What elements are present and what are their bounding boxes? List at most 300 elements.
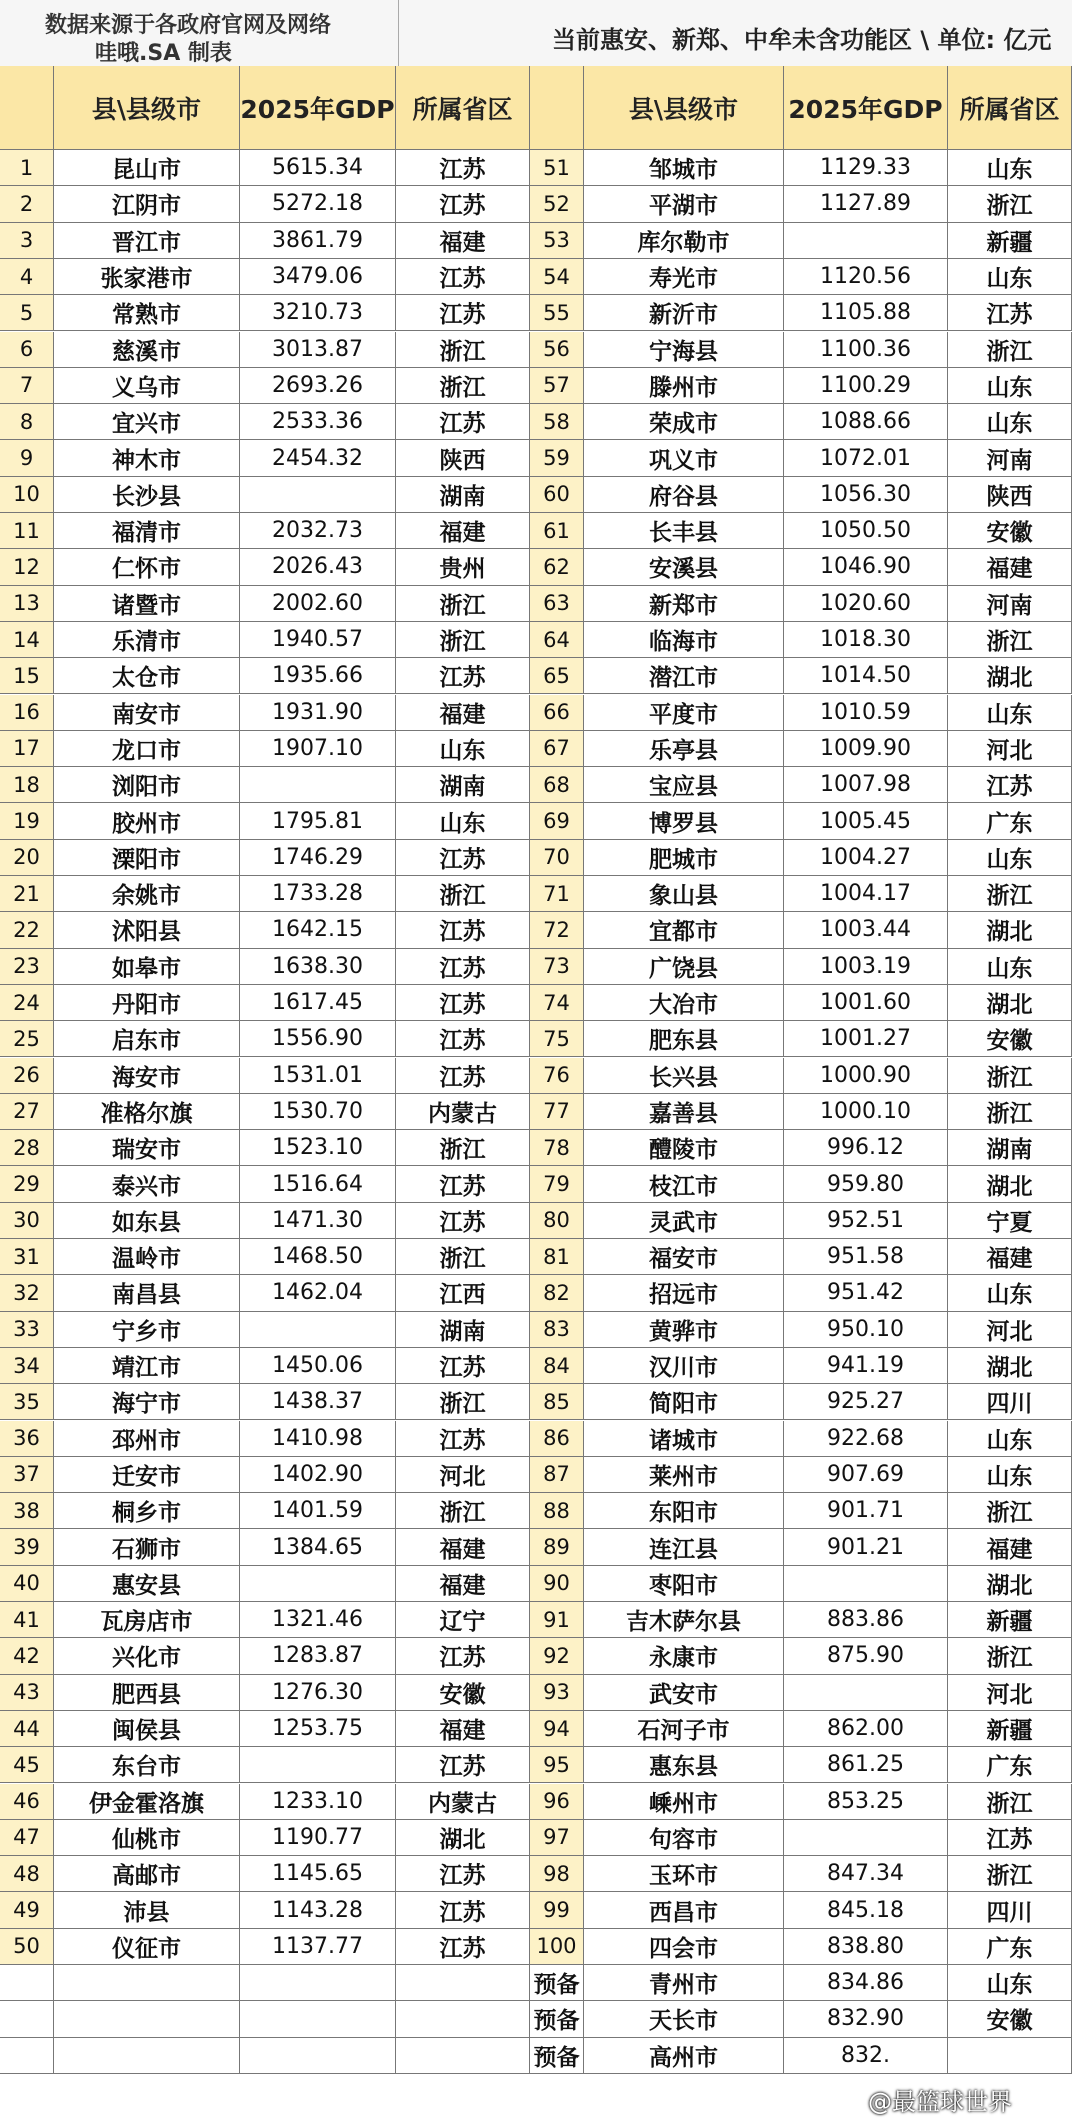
gdp-value-cell: 1137.77 [240, 1929, 396, 1965]
county-name-cell: 义乌市 [54, 368, 240, 404]
rank-cell: 66 [530, 695, 584, 731]
source-note: 数据来源于各政府官网及网络 [45, 13, 332, 38]
empty-cell [240, 2001, 396, 2037]
rank-cell: 69 [530, 803, 584, 839]
county-name-cell: 邹城市 [584, 150, 784, 186]
rank-cell: 4 [0, 259, 54, 295]
county-name-cell: 如东县 [54, 1203, 240, 1239]
county-name-cell: 沛县 [54, 1892, 240, 1928]
county-name-cell: 博罗县 [584, 803, 784, 839]
county-name-cell: 嵊州市 [584, 1784, 784, 1820]
rank-cell: 71 [530, 876, 584, 912]
rank-cell: 40 [0, 1566, 54, 1602]
province-cell: 浙江 [396, 1239, 530, 1275]
empty-cell [0, 2038, 54, 2074]
province-cell: 湖北 [948, 985, 1072, 1021]
gdp-value-cell: 875.90 [784, 1638, 948, 1674]
county-name-cell: 永康市 [584, 1638, 784, 1674]
county-name-cell: 邳州市 [54, 1421, 240, 1457]
province-cell: 浙江 [948, 186, 1072, 222]
gdp-value-cell: 2454.32 [240, 440, 396, 476]
rank-cell: 87 [530, 1457, 584, 1493]
province-cell: 湖北 [948, 1566, 1072, 1602]
gdp-value-cell: 1009.90 [784, 731, 948, 767]
province-cell: 江苏 [396, 1856, 530, 1892]
province-cell: 安徽 [948, 1021, 1072, 1057]
gdp-value-cell: 1004.27 [784, 840, 948, 876]
rank-cell: 94 [530, 1711, 584, 1747]
county-name-cell: 黄骅市 [584, 1312, 784, 1348]
rank-cell: 96 [530, 1784, 584, 1820]
county-name-cell: 宁乡市 [54, 1312, 240, 1348]
province-cell: 四川 [948, 1892, 1072, 1928]
gdp-value-cell: 1190.77 [240, 1820, 396, 1856]
county-name-cell: 伊金霍洛旗 [54, 1784, 240, 1820]
province-cell: 内蒙古 [396, 1784, 530, 1820]
province-cell: 山东 [948, 259, 1072, 295]
province-cell: 福建 [396, 1529, 530, 1565]
county-name-cell: 武安市 [584, 1675, 784, 1711]
gdp-value-cell: 1018.30 [784, 622, 948, 658]
rank-cell: 80 [530, 1203, 584, 1239]
gdp-value-cell: 853.25 [784, 1784, 948, 1820]
province-cell: 江苏 [396, 985, 530, 1021]
county-name-cell: 肥西县 [54, 1675, 240, 1711]
rank-cell: 57 [530, 368, 584, 404]
rank-cell: 18 [0, 767, 54, 803]
gdp-value-cell: 861.25 [784, 1747, 948, 1783]
province-cell: 湖北 [948, 912, 1072, 948]
gdp-value-cell: 1072.01 [784, 440, 948, 476]
rank-cell: 72 [530, 912, 584, 948]
county-name-cell: 长丰县 [584, 513, 784, 549]
county-name-cell: 汉川市 [584, 1348, 784, 1384]
county-name-cell: 连江县 [584, 1529, 784, 1565]
rank-cell: 81 [530, 1239, 584, 1275]
province-cell: 新疆 [948, 223, 1072, 259]
province-cell: 湖北 [948, 1166, 1072, 1202]
gdp-value-cell [784, 1820, 948, 1856]
rank-cell: 79 [530, 1166, 584, 1202]
rank-cell: 100 [530, 1929, 584, 1965]
county-name-cell: 乐清市 [54, 622, 240, 658]
county-name-cell: 石河子市 [584, 1711, 784, 1747]
rank-cell: 99 [530, 1892, 584, 1928]
province-cell: 浙江 [948, 1058, 1072, 1094]
rank-cell: 45 [0, 1747, 54, 1783]
rank-cell: 24 [0, 985, 54, 1021]
province-cell: 湖南 [948, 1130, 1072, 1166]
province-cell: 湖北 [948, 658, 1072, 694]
province-cell: 山东 [396, 731, 530, 767]
gdp-value-cell: 1638.30 [240, 949, 396, 985]
county-name-cell: 寿光市 [584, 259, 784, 295]
county-name-cell: 高州市 [584, 2038, 784, 2074]
rank-cell: 82 [530, 1275, 584, 1311]
gdp-value-cell [240, 1566, 396, 1602]
rank-cell: 95 [530, 1747, 584, 1783]
province-cell: 辽宁 [396, 1602, 530, 1638]
gdp-value-cell: 1935.66 [240, 658, 396, 694]
province-cell: 浙江 [396, 1130, 530, 1166]
rank-cell: 38 [0, 1493, 54, 1529]
rank-cell: 70 [530, 840, 584, 876]
rank-cell: 39 [0, 1529, 54, 1565]
rank-cell: 8 [0, 404, 54, 440]
county-name-cell: 福清市 [54, 513, 240, 549]
gdp-value-cell: 1003.19 [784, 949, 948, 985]
county-name-cell: 灵武市 [584, 1203, 784, 1239]
county-name-cell: 瓦房店市 [54, 1602, 240, 1638]
gdp-value-cell: 1100.36 [784, 332, 948, 368]
rank-cell: 5 [0, 295, 54, 331]
province-cell: 江苏 [396, 1929, 530, 1965]
county-name-cell: 石狮市 [54, 1529, 240, 1565]
rank-cell: 76 [530, 1058, 584, 1094]
province-cell: 江苏 [396, 295, 530, 331]
province-cell: 江苏 [948, 1820, 1072, 1856]
rank-cell: 91 [530, 1602, 584, 1638]
county-name-cell: 如皋市 [54, 949, 240, 985]
rank-cell: 59 [530, 440, 584, 476]
province-cell: 江苏 [396, 186, 530, 222]
county-name-cell: 天长市 [584, 2001, 784, 2037]
rank-cell: 17 [0, 731, 54, 767]
gdp-value-cell: 3210.73 [240, 295, 396, 331]
province-cell: 河北 [948, 1312, 1072, 1348]
county-name-cell: 吉木萨尔县 [584, 1602, 784, 1638]
header-province-cell: 所属省区 [396, 66, 530, 150]
rank-cell: 53 [530, 223, 584, 259]
county-name-cell: 巩义市 [584, 440, 784, 476]
gdp-value-cell: 1143.28 [240, 1892, 396, 1928]
county-name-cell: 南安市 [54, 695, 240, 731]
rank-cell: 46 [0, 1784, 54, 1820]
gdp-value-cell: 1233.10 [240, 1784, 396, 1820]
rank-cell: 37 [0, 1457, 54, 1493]
county-name-cell: 府谷县 [584, 477, 784, 513]
gdp-value-cell: 1556.90 [240, 1021, 396, 1057]
county-name-cell: 东阳市 [584, 1493, 784, 1529]
rank-cell: 58 [530, 404, 584, 440]
rank-cell: 89 [530, 1529, 584, 1565]
province-cell: 江苏 [396, 1892, 530, 1928]
header-index-cell [0, 66, 54, 150]
gdp-value-cell: 922.68 [784, 1421, 948, 1457]
rank-cell: 61 [530, 513, 584, 549]
province-cell: 湖南 [396, 477, 530, 513]
province-cell: 福建 [396, 695, 530, 731]
gdp-value-cell: 901.71 [784, 1493, 948, 1529]
gdp-value-cell: 1046.90 [784, 549, 948, 585]
rank-cell: 7 [0, 368, 54, 404]
county-name-cell: 海安市 [54, 1058, 240, 1094]
rank-cell: 35 [0, 1384, 54, 1420]
rank-cell: 60 [530, 477, 584, 513]
province-cell: 陕西 [948, 477, 1072, 513]
county-name-cell: 启东市 [54, 1021, 240, 1057]
county-name-cell: 高邮市 [54, 1856, 240, 1892]
rank-cell: 6 [0, 332, 54, 368]
rank-cell: 2 [0, 186, 54, 222]
rank-cell: 3 [0, 223, 54, 259]
rank-cell: 56 [530, 332, 584, 368]
gdp-value-cell: 1530.70 [240, 1094, 396, 1130]
gdp-value-cell [784, 223, 948, 259]
county-name-cell: 滕州市 [584, 368, 784, 404]
county-name-cell: 仁怀市 [54, 549, 240, 585]
rank-cell: 63 [530, 586, 584, 622]
province-cell: 江苏 [396, 1058, 530, 1094]
county-name-cell: 常熟市 [54, 295, 240, 331]
rank-cell: 13 [0, 586, 54, 622]
gdp-value-cell: 1253.75 [240, 1711, 396, 1747]
empty-cell [396, 2038, 530, 2074]
province-cell: 福建 [948, 1529, 1072, 1565]
rank-cell: 47 [0, 1820, 54, 1856]
rank-cell: 9 [0, 440, 54, 476]
province-cell: 江苏 [396, 1203, 530, 1239]
province-cell: 山东 [396, 803, 530, 839]
province-cell: 浙江 [948, 332, 1072, 368]
gdp-value-cell: 1462.04 [240, 1275, 396, 1311]
gdp-value-cell: 5272.18 [240, 186, 396, 222]
rank-cell: 93 [530, 1675, 584, 1711]
county-name-cell: 简阳市 [584, 1384, 784, 1420]
rank-cell: 16 [0, 695, 54, 731]
province-cell: 浙江 [948, 1856, 1072, 1892]
province-cell: 浙江 [396, 876, 530, 912]
gdp-value-cell: 959.80 [784, 1166, 948, 1202]
province-cell: 安徽 [396, 1675, 530, 1711]
province-cell: 广东 [948, 803, 1072, 839]
gdp-value-cell: 1384.65 [240, 1529, 396, 1565]
gdp-value-cell: 1000.10 [784, 1094, 948, 1130]
rank-cell: 83 [530, 1312, 584, 1348]
header-name-cell: 县\县级市 [584, 66, 784, 150]
province-cell: 湖南 [396, 767, 530, 803]
province-cell: 山东 [948, 840, 1072, 876]
province-cell: 江苏 [396, 949, 530, 985]
rank-cell: 84 [530, 1348, 584, 1384]
county-name-cell: 宝应县 [584, 767, 784, 803]
gdp-value-cell: 832. [784, 2038, 948, 2074]
province-cell: 浙江 [396, 1493, 530, 1529]
province-cell: 山东 [948, 695, 1072, 731]
gdp-value-cell: 2533.36 [240, 404, 396, 440]
gdp-value-cell: 907.69 [784, 1457, 948, 1493]
county-name-cell: 仪征市 [54, 1929, 240, 1965]
county-name-cell: 大冶市 [584, 985, 784, 1021]
gdp-value-cell: 1145.65 [240, 1856, 396, 1892]
province-cell: 山东 [948, 368, 1072, 404]
province-cell: 福建 [396, 513, 530, 549]
province-cell: 新疆 [948, 1711, 1072, 1747]
gdp-value-cell: 3013.87 [240, 332, 396, 368]
gdp-value-cell: 1471.30 [240, 1203, 396, 1239]
province-cell [948, 2038, 1072, 2074]
rank-cell: 88 [530, 1493, 584, 1529]
county-name-cell: 肥城市 [584, 840, 784, 876]
province-cell: 浙江 [396, 586, 530, 622]
rank-cell: 50 [0, 1929, 54, 1965]
gdp-value-cell: 1438.37 [240, 1384, 396, 1420]
province-cell: 江苏 [396, 259, 530, 295]
county-name-cell: 肥东县 [584, 1021, 784, 1057]
rank-cell: 68 [530, 767, 584, 803]
province-cell: 浙江 [948, 1094, 1072, 1130]
gdp-value-cell: 2002.60 [240, 586, 396, 622]
empty-cell [396, 1965, 530, 2001]
county-name-cell: 宜都市 [584, 912, 784, 948]
county-name-cell: 醴陵市 [584, 1130, 784, 1166]
gdp-value-cell: 1907.10 [240, 731, 396, 767]
rank-cell: 51 [530, 150, 584, 186]
gdp-value-cell: 1733.28 [240, 876, 396, 912]
rank-cell: 30 [0, 1203, 54, 1239]
gdp-value-cell: 1010.59 [784, 695, 948, 731]
gdp-value-cell: 847.34 [784, 1856, 948, 1892]
province-cell: 贵州 [396, 549, 530, 585]
gdp-value-cell: 1127.89 [784, 186, 948, 222]
rank-cell: 27 [0, 1094, 54, 1130]
rank-cell: 52 [530, 186, 584, 222]
gdp-value-cell: 1617.45 [240, 985, 396, 1021]
rank-cell: 74 [530, 985, 584, 1021]
province-cell: 江西 [396, 1275, 530, 1311]
county-name-cell: 海宁市 [54, 1384, 240, 1420]
county-name-cell: 惠安县 [54, 1566, 240, 1602]
gdp-value-cell: 950.10 [784, 1312, 948, 1348]
gdp-value-cell: 1795.81 [240, 803, 396, 839]
county-name-cell: 张家港市 [54, 259, 240, 295]
gdp-value-cell: 1642.15 [240, 912, 396, 948]
gdp-value-cell: 952.51 [784, 1203, 948, 1239]
gdp-value-cell: 1100.29 [784, 368, 948, 404]
province-cell: 陕西 [396, 440, 530, 476]
empty-cell [54, 2001, 240, 2037]
county-name-cell: 浏阳市 [54, 767, 240, 803]
gdp-value-cell: 1000.90 [784, 1058, 948, 1094]
county-name-cell: 长沙县 [54, 477, 240, 513]
gdp-value-cell: 951.58 [784, 1239, 948, 1275]
province-cell: 江苏 [396, 1421, 530, 1457]
gdp-value-cell: 925.27 [784, 1384, 948, 1420]
gdp-value-cell [240, 477, 396, 513]
gdp-value-cell: 1001.60 [784, 985, 948, 1021]
reserve-label-cell: 预备 [530, 2038, 584, 2074]
rank-cell: 67 [530, 731, 584, 767]
province-cell: 浙江 [948, 1784, 1072, 1820]
province-cell: 福建 [396, 223, 530, 259]
rank-cell: 14 [0, 622, 54, 658]
header-divider [398, 0, 399, 66]
rank-cell: 22 [0, 912, 54, 948]
county-name-cell: 余姚市 [54, 876, 240, 912]
empty-cell [240, 1965, 396, 2001]
rank-cell: 43 [0, 1675, 54, 1711]
gdp-value-cell: 1276.30 [240, 1675, 396, 1711]
county-name-cell: 玉环市 [584, 1856, 784, 1892]
county-name-cell: 龙口市 [54, 731, 240, 767]
rank-cell: 90 [530, 1566, 584, 1602]
gdp-value-cell: 951.42 [784, 1275, 948, 1311]
province-cell: 河北 [948, 1675, 1072, 1711]
empty-cell [240, 2038, 396, 2074]
gdp-value-cell: 1450.06 [240, 1348, 396, 1384]
county-name-cell: 新郑市 [584, 586, 784, 622]
province-cell: 福建 [948, 1239, 1072, 1275]
province-cell: 江苏 [396, 1166, 530, 1202]
province-cell: 山东 [948, 1457, 1072, 1493]
rank-cell: 28 [0, 1130, 54, 1166]
gdp-value-cell [784, 1675, 948, 1711]
reserve-label-cell: 预备 [530, 1965, 584, 2001]
gdp-value-cell: 1005.45 [784, 803, 948, 839]
gdp-value-cell: 1523.10 [240, 1130, 396, 1166]
gdp-value-cell: 883.86 [784, 1602, 948, 1638]
province-cell: 山东 [948, 150, 1072, 186]
province-cell: 安徽 [948, 2001, 1072, 2037]
province-cell: 湖北 [396, 1820, 530, 1856]
gdp-value-cell: 996.12 [784, 1130, 948, 1166]
county-name-cell: 平度市 [584, 695, 784, 731]
rank-cell: 42 [0, 1638, 54, 1674]
county-name-cell: 嘉善县 [584, 1094, 784, 1130]
rank-cell: 55 [530, 295, 584, 331]
province-cell: 新疆 [948, 1602, 1072, 1638]
province-cell: 浙江 [948, 1493, 1072, 1529]
province-cell: 江苏 [396, 1747, 530, 1783]
gdp-value-cell: 5615.34 [240, 150, 396, 186]
province-cell: 福建 [396, 1711, 530, 1747]
county-name-cell: 平湖市 [584, 186, 784, 222]
gdp-value-cell: 1410.98 [240, 1421, 396, 1457]
gdp-value-cell [240, 1747, 396, 1783]
gdp-value-cell: 1401.59 [240, 1493, 396, 1529]
county-name-cell: 温岭市 [54, 1239, 240, 1275]
rank-cell: 48 [0, 1856, 54, 1892]
gdp-value-cell: 1020.60 [784, 586, 948, 622]
county-name-cell: 慈溪市 [54, 332, 240, 368]
county-name-cell: 诸城市 [584, 1421, 784, 1457]
gdp-value-cell: 1088.66 [784, 404, 948, 440]
county-name-cell: 沭阳县 [54, 912, 240, 948]
county-name-cell: 准格尔旗 [54, 1094, 240, 1130]
gdp-value-cell: 1129.33 [784, 150, 948, 186]
county-name-cell: 临海市 [584, 622, 784, 658]
county-name-cell: 句容市 [584, 1820, 784, 1856]
rank-cell: 15 [0, 658, 54, 694]
county-name-cell: 兴化市 [54, 1638, 240, 1674]
province-cell: 浙江 [948, 622, 1072, 658]
rank-cell: 62 [530, 549, 584, 585]
rank-cell: 20 [0, 840, 54, 876]
county-name-cell: 泰兴市 [54, 1166, 240, 1202]
rank-cell: 73 [530, 949, 584, 985]
gdp-value-cell: 1746.29 [240, 840, 396, 876]
header-gdp-cell: 2025年GDP [240, 66, 396, 150]
county-name-cell: 广饶县 [584, 949, 784, 985]
county-name-cell: 福安市 [584, 1239, 784, 1275]
empty-cell [0, 2001, 54, 2037]
watermark: @最篮球世界 [868, 2088, 1012, 2116]
gdp-value-cell: 1321.46 [240, 1602, 396, 1638]
gdp-value-cell: 1001.27 [784, 1021, 948, 1057]
county-name-cell: 安溪县 [584, 549, 784, 585]
county-name-cell: 象山县 [584, 876, 784, 912]
rank-cell: 41 [0, 1602, 54, 1638]
